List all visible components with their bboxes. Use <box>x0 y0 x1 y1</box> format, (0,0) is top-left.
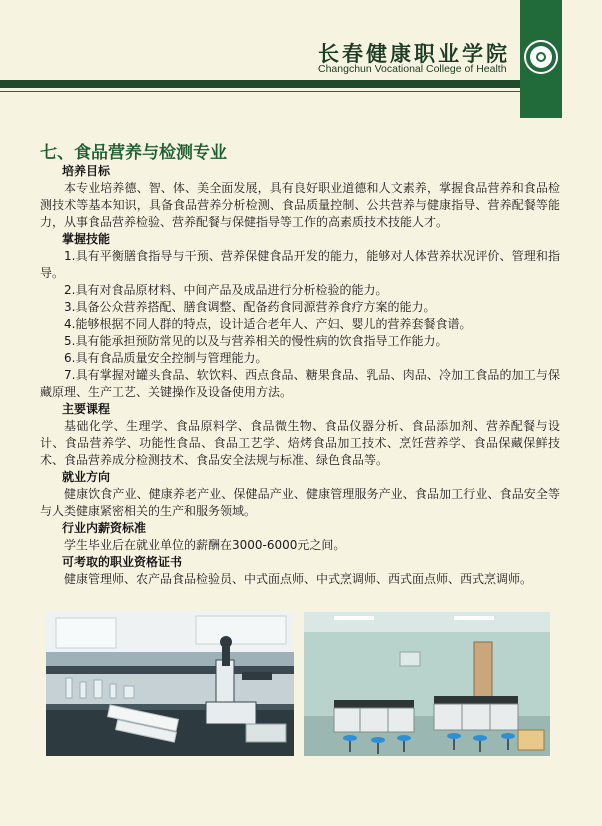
career-text: 健康饮食产业、健康养老产业、保健品产业、健康管理服务产业、食品加工行业、食品安全等与人类健康紧密相关的生产和服务领域。 <box>40 487 560 518</box>
skill-item: 1.具有平衡膳食指导与干预、营养保健食品开发的能力，能够对人体营养状况评价、管理和指导。 <box>40 249 560 280</box>
courses-heading: 主要课程 <box>62 402 111 416</box>
header-thin-rule <box>0 91 520 92</box>
courses-text: 基础化学、生理学、食品原料学、食品微生物、食品仪器分析、食品添加剂、营养配餐与设计、食品营养学、功能性食品、食品工艺学、焙烤食品加工技术、烹饪营养学、食品保藏保鲜技术、食品营养成分检测技术、食品安全法规与标准、绿色食品等。 <box>40 419 560 467</box>
major-description <box>40 163 560 588</box>
goal-heading: 培养目标 <box>62 164 111 178</box>
school-name-english: Changchun Vocational College of Health <box>318 63 507 75</box>
certificate-heading: 可考取的职业资格证书 <box>62 555 183 569</box>
section-title: 七、食品营养与检测专业 <box>40 143 227 163</box>
page-bottom-margin <box>0 808 602 826</box>
skill-item: 4.能够根据不同人群的特点，设计适合老年人、产妇、婴儿的营养套餐食谱。 <box>64 317 472 331</box>
skills-heading: 掌握技能 <box>62 232 111 246</box>
salary-heading: 行业内薪资标准 <box>62 521 147 535</box>
certificate-text: 健康管理师、农产品食品检验员、中式面点师、中式烹调师、西式面点师、西式烹调师。 <box>64 572 533 586</box>
header-rule <box>0 80 520 88</box>
goal-text: 本专业培养德、智、体、美全面发展，具有良好职业道德和人文素养，掌握食品营养和食品检测技术等基本知识，具备食品营养分析检测、食品质量控制、公共营养与健康指导、营养配餐等能力，从事食品营养检验、营养配餐与保健指导等工作的高素质技术技能人才。 <box>40 181 560 229</box>
salary-text: 学生毕业后在就业单位的薪酬在3000-6000元之间。 <box>64 538 346 552</box>
skill-item: 3.具备公众营养搭配、膳食调整、配备药食同源营养食疗方案的能力。 <box>64 300 436 314</box>
lab-bench-photo <box>46 612 294 756</box>
career-heading: 就业方向 <box>62 470 111 484</box>
skill-item: 5.具有能承担预防常见的以及与营养相关的慢性病的饮食指导工作能力。 <box>64 334 448 348</box>
lab-room-photo <box>304 612 550 756</box>
school-name-chinese: 长春健康职业学院 <box>318 41 510 66</box>
skill-item: 2.具有对食品原材料、中间产品及成品进行分析检验的能力。 <box>64 283 388 297</box>
skill-item: 6.具有食品质量安全控制与管理能力。 <box>64 351 268 365</box>
college-logo-icon <box>524 40 558 74</box>
skill-item: 7.具有掌握对罐头食品、软饮料、西点食品、糖果食品、乳品、肉品、冷加工食品的加工与保藏原理、生产工艺、关键操作及设备使用方法。 <box>40 368 560 399</box>
